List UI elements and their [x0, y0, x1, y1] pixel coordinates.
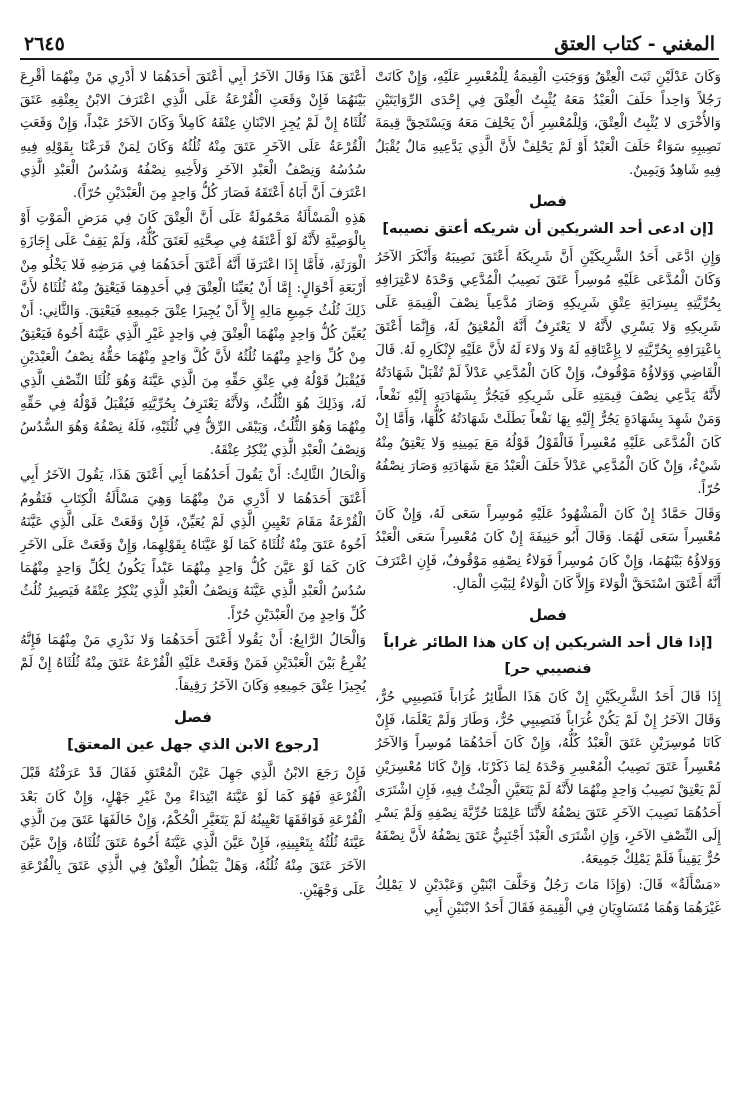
section-heading: [رجوع الابن الذي جهل عين المعتق]: [67, 737, 319, 754]
section-heading: [إن ادعى أحد الشريكين أن شريكه أعتق نصيبه]: [382, 221, 714, 238]
paragraph: إِذَا قَالَ أَحَدُ الشَّرِيكَيْنِ إِنْ كَانَ هَذَا الطَّائِرُ غُرَاباً فَنَصِيبِي حُرٌّ، وَقَالَ الآخَرُ إِنْ لَمْ يَكُنْ غُرَاباً فَنَصِيبِي حُرٌّ، وَطَارَ وَلَمْ يَعْلَمَا، فَإِنْ كَانَا مُوسِرَيْنِ عَتَقَ الْعَبْدُ كُلُّهُ، وَإِنْ كَانَ أَحَدُهُمَا مُوسِراً وَالآخَرُ مُعْسِراً عَتَقَ نَصِيبُ الْمُعْسِرِ وَحْدَهُ لِمَا ذَكَرْنَا، وَإِنْ كَانَا مُعْسِرَيْنِ لَمْ يَعْتِقْ نَصِيبُ وَاحِدٍ مِنْهُمَا لأَنَّهُ لَمْ يَتَعَيَّنِ الْحِنْثُ فِيهِ، فَإِنِ اشْتَرَى أَحَدُهُمَا نَصِيبَ الآخَرِ عَتَقَ نِصْفُهُ لأَنَّنَا عَلِمْنَا حُرِّيَّةَ نِصْفِهِ وَلَمْ يَسْرِ إِلَى النِّصْفِ الآخَرِ، وَإِنِ اشْتَرَى الْعَبْدَ أَجْنَبِيٌّ عَتَقَ نِصْفُهُ لأَنَّ نِصْفَهُ حُرٌّ يَقِيناً فَلَمْ يَمْلِكْ جَمِيعَهُ.: [375, 690, 721, 868]
section-label: فصل: [529, 606, 567, 625]
page-header: [20, 28, 719, 60]
paragraph: وَكَانَ عَدْلَيْنِ ثَبَتَ الْعِتْقُ وَوَجَبَتِ الْقِيمَةُ لِلْمُعْسِرِ عَلَيْهِ، وَإِنْ كَانَتْ رَجُلاً وَاحِداً حَلَفَ الْعَبْدُ مَعَهُ يُثْبِتُ الْعِتْقَ فِي إِحْدَى الرِّوَايَتَيْنِ وَالأُخْرَى لا يُثْبِتُ الْعِتْقَ، وَلِلْمُعْسِرِ أَنْ يَحْلِفَ مَعَهُ وَيَسْتَحِقَّ قِيمَةَ نَصِيبِهِ سَوَاءٌ حَلَفَ الْعَبْدُ أَوْ لَمْ يَحْلِفْ لأَنَّ الَّذِي يَدَّعِيهِ مَالٌ يُقْبَلُ فِيهِ شَاهِدٌ وَيَمِينٌ.: [375, 70, 721, 178]
paragraph: وَقَالَ حَمَّادٌ إِنْ كَانَ الْمَشْهُودُ عَلَيْهِ مُوسِراً سَعَى لَهُ، وَإِنْ كَانَ مُعْسِراً سَعَى لَهُمَا. وَقَالَ أَبُو حَنِيفَةَ إِنْ كَانَ مُعْسِراً سَعَى الْعَبْدُ وَوَلاؤُهُ بَيْنَهُمَا، وَإِنْ كَانَ مُوسِراً فَوَلاءُ نِصْفِهِ مَوْقُوفٌ، فَإِنِ اعْتَرَفَ أَنَّهُ أَعْتَقَ اسْتَحَقَّ الْوَلاءَ وَإِلاَّ كَانَ الْوَلاءُ لِبَيْتِ الْمَالِ.: [375, 507, 721, 592]
section-heading: [375, 630, 721, 682]
section-heading-line: [إذا قال أحد الشريكين إن كان هذا الطائر غراباً: [383, 635, 713, 652]
section-label: فصل: [174, 708, 212, 727]
paragraph: وَإِنِ ادَّعَى أَحَدُ الشَّرِيكَيْنِ أَنَّ شَرِيكَهُ أَعْتَقَ نَصِيبَهُ وَأَنْكَرَ الآخَرُ وَكَانَ الْمُدَّعَى عَلَيْهِ مُوسِراً عَتَقَ نَصِيبُ الْمُدَّعِي وَحْدَهُ لاعْتِرَافِهِ بِحُرِّيَّتِهِ بِسِرَايَةِ عِتْقِ شَرِيكِهِ وَصَارَ مُدَّعِياً نِصْفَ الْقِيمَةِ عَلَى شَرِيكِهِ وَلا يَسْرِي لأَنَّهُ لا يَعْتَرِفُ أَنَّهُ الْمُعْتِقُ لَهُ، وَإِنَّمَا أَعْتَقَ بِاعْتِرَافِهِ بِحُرِّيَّتِهِ لا بِإِعْتَاقِهِ لَهُ وَلا وَلاءَ لَهُ لأَنَّ عَلَيْهِ لإِنْكَارِهِ لَهُ. قَالَ الْقَاضِي وَوَلاؤُهُ مَوْقُوفٌ، وَإِنْ كَانَ الْمُدَّعِي عَدْلاً لَمْ تُقْبَلْ شَهَادَتُهُ لأَنَّهُ يَدَّعِي نِصْفَ قِيمَتِهِ عَلَى شَرِيكِهِ فَيَجُرُّ بِشَهَادَتِهِ إِلَيْهِ نَفْعاً، وَمَنْ شَهِدَ بِشَهَادَةٍ يَجُرُّ إِلَيْهِ بِهَا نَفْعاً بَطَلَتْ شَهَادَتُهُ كُلُّهَا، وَأَمَّا إِنْ كَانَ الْمُدَّعَى عَلَيْهِ مُعْسِراً فَالْقَوْلُ قَوْلُهُ مَعَ يَمِينِهِ وَلا يَعْتِقُ مِنْهُ شَيْءٌ، وَإِنْ كَانَ الْمُدَّعِي عَدْلاً حَلَفَ الْعَبْدُ مَعَ شَهَادَتِهِ وَصَارَ نِصْفُهُ حُرّاً.: [375, 250, 721, 498]
section-label: فصل: [529, 192, 567, 211]
paragraph: وَالْحَالُ الرَّابِعُ: أَنْ يَقُولا أَعْتَقَ أَحَدَهُمَا وَلا نَدْرِي مَنْ مِنْهُمَا فَإِنَّهُ يُقْرِعُ بَيْنَ الْعَبْدَيْنِ فَمَنْ وَقَعَتْ عَلَيْهِ الْقُرْعَةُ عَتَقَ مِنْهُ ثُلُثَاهُ إِنْ لَمْ يُجِيزَا عِتْقَ جَمِيعِهِ وَكَانَ الآخَرُ رَقِيقاً.: [20, 632, 366, 695]
paragraph: هَذِهِ الْمَسْأَلَةُ مَحْمُولَةٌ عَلَى أَنَّ الْعِتْقَ كَانَ فِي مَرَضِ الْمَوْتِ أَوْ بِالْوَصِيَّةِ لأَنَّهُ لَوْ أَعْتَقَهُ فِي صِحَّتِهِ لَعَتَقَ كُلُّهُ، وَلَمْ يَقِفْ عَلَى إِجَازَةِ الْوَرَثَةِ، فَأَمَّا إِذَا اعْتَرَفَا أَنَّهُ أَعْتَقَ أَحَدَهُمَا فِي مَرَضِهِ فَلا يَخْلُو مِنْ أَرْبَعَةِ أَحْوَالٍ: إِمَّا أَنْ يُعَيِّنَا الْعِتْقَ فِي أَحَدِهِمَا فَيَعْتِقُ مِنْهُ ثُلُثَاهُ لأَنَّ ذَلِكَ ثُلُثُ جَمِيعِ مَالِهِ إِلاَّ أَنْ يُجِيزَا عِتْقَ جَمِيعِهِ فَيَعْتِقَ. وَالثَّانِي: أَنْ يُعَيِّنَ كُلُّ وَاحِدٍ مِنْهُمَا الْعِتْقَ فِي وَاحِدٍ غَيْرِ الَّذِي عَيَّنَهُ أَخُوهُ فَيَعْتِقُ مِنْ كُلِّ وَاحِدٍ مِنْهُمَا ثُلُثُهُ لأَنَّ كُلَّ وَاحِدٍ مِنْهُمَا حَقُّهُ نِصْفُ الْعَبْدَيْنِ فَيُقْبَلُ قَوْلُهُ فِي عِتْقِ حَقِّهِ مِنَ الَّذِي عَيَّنَهُ وَهُوَ ثُلُثَا النِّصْفِ الَّذِي لَهُ، وَذَلِكَ هُوَ الثُّلُثُ، وَلأَنَّهُ يَعْتَرِفُ بِحُرِّيَّتِهِ فَيُقْبَلُ قَوْلُهُ فِي حَقِّهِ مِنْهُمَا وَهُوَ الثُّلُثُ، وَيَبْقَى الرِّقُّ فِي ثُلُثَيْهِ، فَلَهُ نِصْفُهُ وَهُوَ السُّدُسُ وَنِصْفُ الْعَبْدِ الَّذِي يُنْكِرُ عِتْقَهُ.: [20, 211, 366, 459]
section-heading-line: فنصيبي حر]: [504, 661, 592, 678]
left-column: [20, 66, 366, 1076]
running-title: المغني - كتاب العتق: [554, 33, 715, 55]
paragraph: وَالْحَالُ الثَّالِثُ: أَنْ يَقُولَ أَحَدُهُمَا أَبِي أَعْتَقَ هَذَا، يَقُولَ الآخَرُ أَبِي أَعْتَقَ أَحَدَهُمَا لا أَدْرِي مَنْ مِنْهُمَا وَهِيَ مَسْأَلَةُ الْكِتَابِ فَتَقُومُ الْقُرْعَةُ مَقَامَ تَعْيِينِ الَّذِي لَمْ يُعَيِّنْ، فَإِنْ وَقَعَتْ عَلَى الَّذِي عَيَّنَهُ أَخُوهُ عَتَقَ مِنْهُ ثُلُثَاهُ كَمَا لَوْ عَيَّنَاهُ بِقَوْلِهِمَا، وَإِنْ وَقَعَتْ عَلَى الآخَرِ كَانَ كَمَا لَوْ عَيَّنَ كُلُّ وَاحِدٍ مِنْهُمَا عَبْداً يَكُونُ لِكُلِّ وَاحِدٍ مِنْهُمَا سُدُسُ الْعَبْدِ الَّذِي عَيَّنَهُ وَنِصْفُ الْعَبْدِ الَّذِي يُنْكِرُ عِتْقَهُ فَيَصِيرُ ثُلُثُ كُلِّ وَاحِدٍ مِنَ الْعَبْدَيْنِ حُرّاً.: [20, 468, 366, 623]
page-number: ٢٦٤٥: [24, 33, 65, 55]
paragraph: فَإِنْ رَجَعَ الابْنُ الَّذِي جَهِلَ عَيْنَ الْمُعْتَقِ فَقَالَ قَدْ عَرَفْتُهُ قَبْلَ الْقُرْعَةِ فَهُوَ كَمَا لَوْ عَيَّنَهُ ابْتِدَاءً مِنْ غَيْرِ جَهْلٍ، وَإِنْ كَانَ بَعْدَ الْقُرْعَةِ فَوَافَقَهَا تَعْيِينُهُ لَمْ يَتَغَيَّرِ الْحُكْمُ، وَإِنْ خَالَفَهَا عَتَقَ مِنَ الَّذِي عَيَّنَهُ ثُلُثُهُ بِتَعْيِينِهِ، فَإِنْ عَيَّنَ الَّذِي عَيَّنَهُ أَخُوهُ عَتَقَ ثُلُثَاهُ، وَإِنْ عَيَّنَ الآخَرَ عَتَقَ مِنْهُ ثُلُثُهُ، وَهَلْ يَبْطُلُ الْعِتْقُ فِي الَّذِي عَتَقَ بِالْقُرْعَةِ عَلَى وَجْهَيْنِ.: [20, 766, 366, 898]
right-column: [375, 66, 721, 1076]
paragraph: أَعْتَقَ هَذَا وَقَالَ الآخَرُ أَبِي أَعْتَقَ أَحَدَهُمَا لا أَدْرِي مَنْ مِنْهُمَا أُقْرِعَ بَيْنَهُمَا فَإِنْ وَقَعَتِ الْقُرْعَةُ عَلَى الَّذِي اعْتَرَفَ الابْنُ بِعِتْقِهِ عَتَقَ ثُلُثَاهُ إِنْ لَمْ يُجِزِ الابْنَانِ عِتْقَهُ كَامِلاً وَكَانَ الآخَرُ عَبْداً، وَإِنْ وَقَعَتِ الْقُرْعَةُ عَلَى الآخَرِ عَتَقَ مِنْهُ ثُلُثُهُ وَكَانَ لِمَنْ قَرَعْنَا بِقَوْلِهِ فِيهِ سُدُسُهُ وَنِصْفُ الْعَبْدِ الآخَرِ وَلأَخِيهِ نِصْفُهُ وَسُدُسُ الْعَبْدِ الَّذِي اعْتَرَفَ أَنَّ أَبَاهُ أَعْتَقَهُ فَصَارَ كُلُّ وَاحِدٍ مِنَ الْعَبْدَيْنِ حُرّاً).: [20, 70, 366, 202]
paragraph: «مَسْأَلَةٌ» قَالَ: (وَإِذَا مَاتَ رَجُلٌ وَخَلَّفَ ابْنَيْنِ وَعَبْدَيْنِ لا يَمْلِكُ غَيْرَهُمَا وَهُمَا مُتَسَاوِيَانِ فِي الْقِيمَةِ فَقَالَ أَحَدُ الابْنَيْنِ أَبِي: [375, 877, 721, 916]
